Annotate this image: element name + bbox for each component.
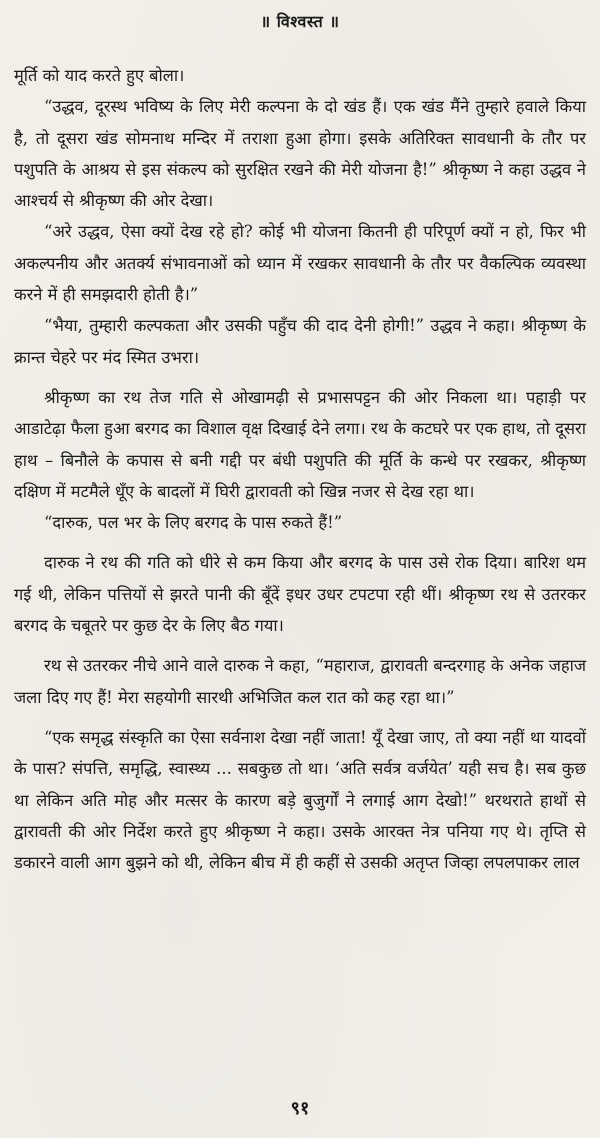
paragraph: “उद्धव, दूरस्थ भविष्य के लिए मेरी कल्पना के दो खंड हैं। एक खंड मैंने तुम्हारे हवाले किया है, तो दूसरा खंड सोमनाथ मन्दिर में तराशा हुआ होगा। इसके अतिरिक्त सावधानी के तौर पर पशुपति के आश्रय से इस संकल्प को सुरक्षित रखने की मेरी योजना है!” श्रीकृष्ण ने कहा उद्धव ने आश्चर्य से श्रीकृष्ण की ओर देखा। xyxy=(14,97,586,211)
running-header: ॥ विश्वस्त ॥ xyxy=(260,12,340,31)
paragraph: रथ से उतरकर नीचे आने वाले दारुक ने कहा, “महाराज, द्वारावती बन्दरगाह के अनेक जहाज जला दिए गए हैं! मेरा सहयोगी सारथी अभिजित कल रात को कह रहा था।” xyxy=(14,656,586,707)
paragraph: श्रीकृष्ण का रथ तेज गति से ओखामढ़ी से प्रभासपट्टन की ओर निकला था। पहाड़ी पर आडाटेढ़ा फैला हुआ बरगद का विशाल वृक्ष दिखाई देने लगा। रथ के कटघरे पर एक हाथ, तो दूसरा हाथ – बिनौले के कपास से बनी गद्दी पर बंधी पशुपति की मूर्ति के कन्धे पर रखकर, श्रीकृष्ण दक्षिण में मटमैले धूँए के बादलों में घिरी द्वारावती को खिन्न नजर से देख रहा था। xyxy=(14,387,586,501)
paragraph: “भैया, तुम्हारी कल्पकता और उसकी पहुँच की दाद देनी होगी!” उद्धव ने कहा। श्रीकृष्ण के क्रान्त चेहरे पर मंद स्मित उभरा। xyxy=(14,316,586,367)
paragraph: “एक समृद्ध संस्कृति का ऐसा सर्वनाश देखा नहीं जाता! यूँ देखा जाए, तो क्या नहीं था यादवों के पास? संपत्ति, समृद्धि, स्वास्थ्य ... सबकुछ तो था। ‘अति सर्वत्र वर्जयेत’ यही सच है। सब कुछ था लेकिन अति मोह और मत्सर के कारण बड़े बुजुर्गों ने लगाई आग देखो!” थरथराते हाथों से द्वारावती की ओर निर्देश करते हुए श्रीकृष्ण ने कहा। उसके आरक्त नेत्र पनिया गए थे। तृप्ति से डकारने वाली आग बुझने को थी, लेकिन बीच में ही कहीं से उसकी अतृप्त जिव्हा लपलपाकर लाल xyxy=(14,727,586,873)
paragraph: मूर्ति को याद करते हुए बोला। xyxy=(14,66,185,85)
paragraph: दारुक ने रथ की गति को धीरे से कम किया और बरगद के पास उसे रोक दिया। बारिश थम गई थी, लेकिन पत्तियों से झरते पानी की बूँदें इधर उधर टपटपा रही थीं। श्रीकृष्ण रथ से उतरकर बरगद के चबूतरे पर कुछ देर के लिए बैठ गया। xyxy=(14,553,586,636)
paragraph: “दारुक, पल भर के लिए बरगद के पास रुकते हैं!” xyxy=(44,513,343,533)
page-number: ९१ xyxy=(290,1098,310,1119)
body-text xyxy=(14,60,586,878)
paragraph: “अरे उद्धव, ऐसा क्यों देख रहे हो? कोई भी योजना कितनी ही परिपूर्ण क्यों न हो, फिर भी अकल्पनीय और अतर्क्य संभावनाओं को ध्यान में रखकर सावधानी के तौर पर वैकल्पिक व्यवस्था करने में ही समझदारी होती है।” xyxy=(14,222,586,305)
